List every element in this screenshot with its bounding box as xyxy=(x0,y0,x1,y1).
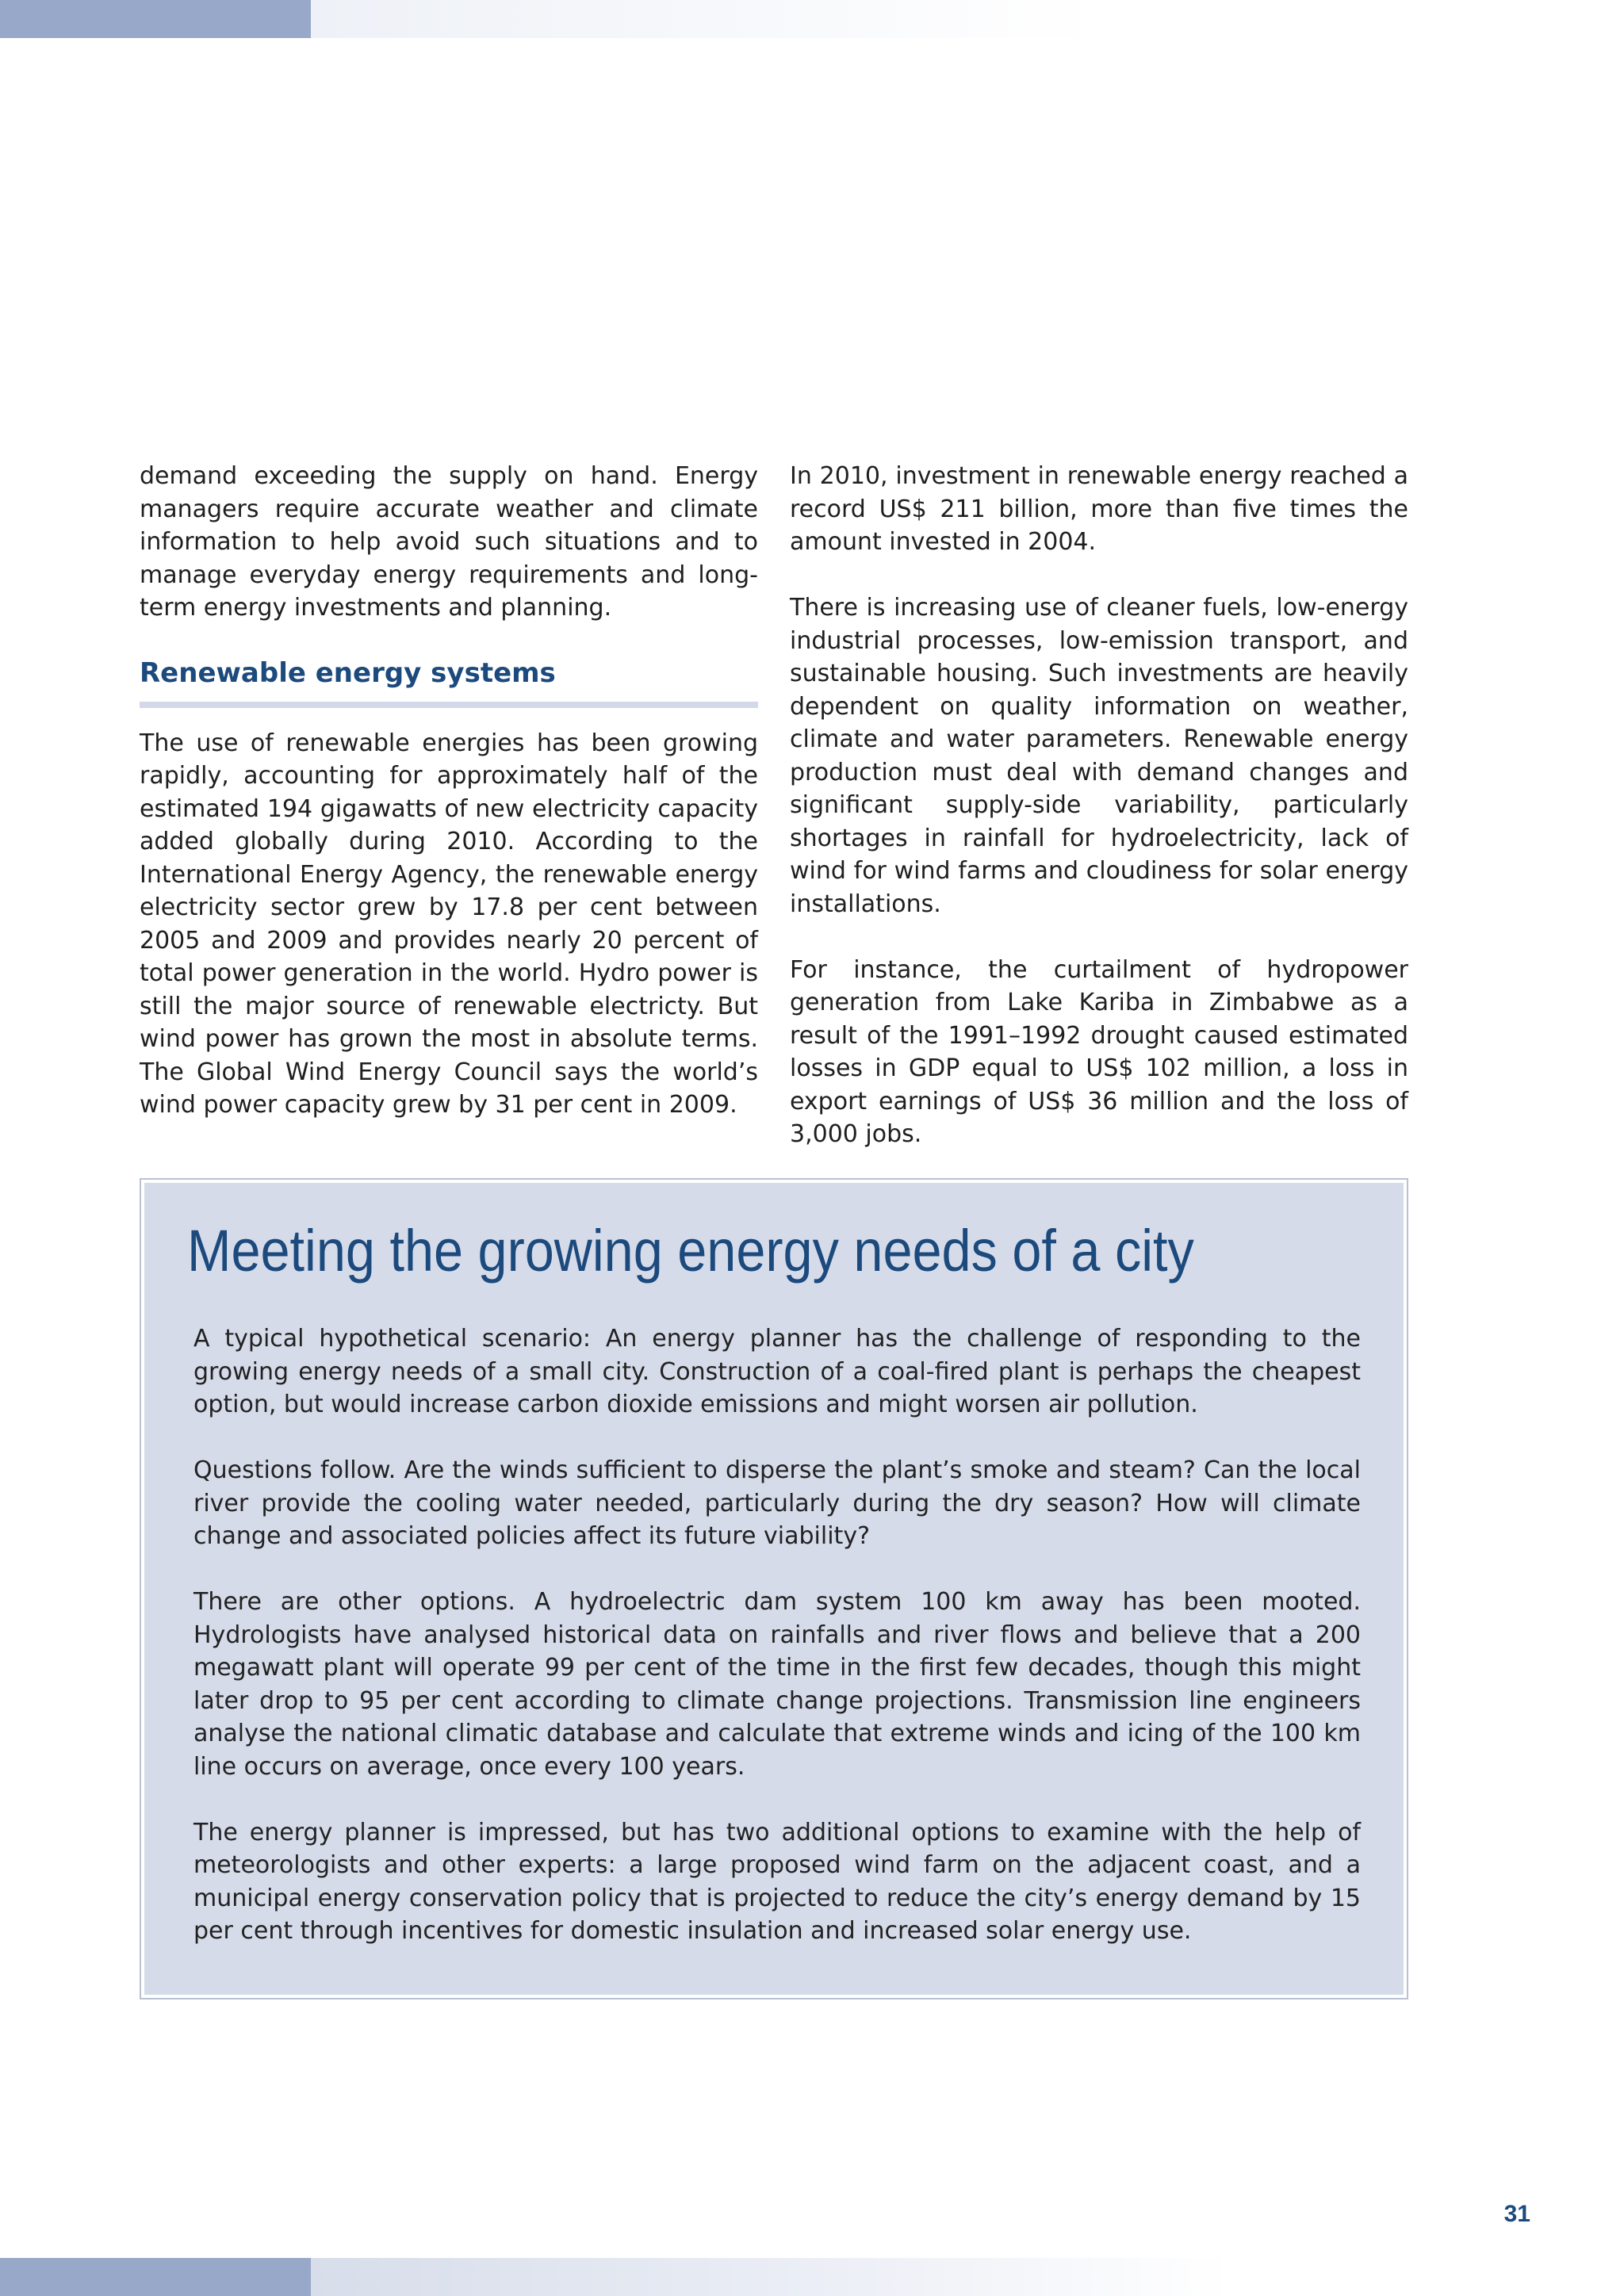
left-paragraph-2: The use of renewable energies has been growing rapidly, accounting for approximately half of the estimated 194 gigawatts of new electricity capacity added globally during 2010. According to the International Energy Agency, the renewable energy electricity sector grew by 17.8 per cent between 2005 and 2009 and provides nearly 20 percent of total power generation in the world. Hydro power is still the major source of renewable electricty. But wind power has grown the most in absolute terms. The Global Wind Energy Council says the world’s wind power capacity grew by 31 per cent in 2009. xyxy=(140,729,758,1119)
box-paragraph-4: The energy planner is impressed, but has two additional options to examine with the help of meteorologists and other experts: a large proposed wind farm on the adjacent coast, and a municipal energy conservation policy that is projected to reduce the city’s energy demand by 15 per cent through incentives for domestic insulation and increased solar energy use. xyxy=(193,1818,1361,1945)
box-body xyxy=(193,1322,1361,1948)
box-paragraph-1: A typical hypothetical scenario: An energy planner has the challenge of responding to the growing energy needs of a small city. Construction of a coal-fired plant is perhaps the cheapest option, but would increase carbon dioxide emissions and might worsen air pollution. xyxy=(193,1325,1361,1418)
right-paragraph-1: In 2010, investment in renewable energy reached a record US$ 211 billion, more than five times the amount invested in 2004. xyxy=(790,462,1408,556)
top-tab-decoration xyxy=(0,0,311,38)
right-column xyxy=(790,460,1408,1151)
top-band-decoration xyxy=(311,0,1624,38)
bottom-tab-decoration xyxy=(0,2258,311,2296)
case-study-box-inner xyxy=(144,1183,1404,1995)
page-number: 31 xyxy=(1503,2201,1530,2227)
left-paragraph-1: demand exceeding the supply on hand. Energy managers require accurate weather and climate information to help avoid such situations and to manage everyday energy requirements and long-term energy investments and planning. xyxy=(140,462,758,622)
section-heading: Renewable energy systems xyxy=(140,657,758,708)
box-paragraph-3: There are other options. A hydroelectric dam system 100 km away has been mooted. Hydrologists have analysed historical data on rainfalls and river flows and believe that a 200 megawatt plant will operate 99 per cent of the time in the first few decades, though this might later drop to 95 per cent according to climate change projections. Transmission line engineers analyse the national climatic database and calculate that extreme winds and icing of the 100 km line occurs on average, once every 100 years. xyxy=(193,1588,1361,1781)
right-paragraph-2: There is increasing use of cleaner fuels, low-energy industrial processes, low-emission transport, and sustainable housing. Such investments are heavily dependent on quality information on weather, climate and water parameters. Renewable energy production must deal with demand changes and significant supply-side variability, particularly shortages in rainfall for hydroelectricity, lack of wind for wind farms and cloudiness for solar energy installations. xyxy=(790,594,1408,918)
case-study-box xyxy=(140,1178,1408,1999)
box-title: Meeting the growing energy needs of a city xyxy=(187,1218,1194,1284)
right-paragraph-3: For instance, the curtailment of hydropower generation from Lake Kariba in Zimbabwe as a result of the 1991–1992 drought caused estimated losses in GDP equal to US$ 102 million, a loss in export earnings of US$ 36 million and the loss of 3,000 jobs. xyxy=(790,955,1408,1148)
box-paragraph-2: Questions follow. Are the winds sufficient to disperse the plant’s smoke and steam? Can the local river provide the cooling water needed, particularly during the dry season? How will climate change and associated policies affect its future viability? xyxy=(193,1456,1361,1550)
bottom-band-decoration xyxy=(311,2258,1624,2296)
left-column xyxy=(140,460,758,1122)
